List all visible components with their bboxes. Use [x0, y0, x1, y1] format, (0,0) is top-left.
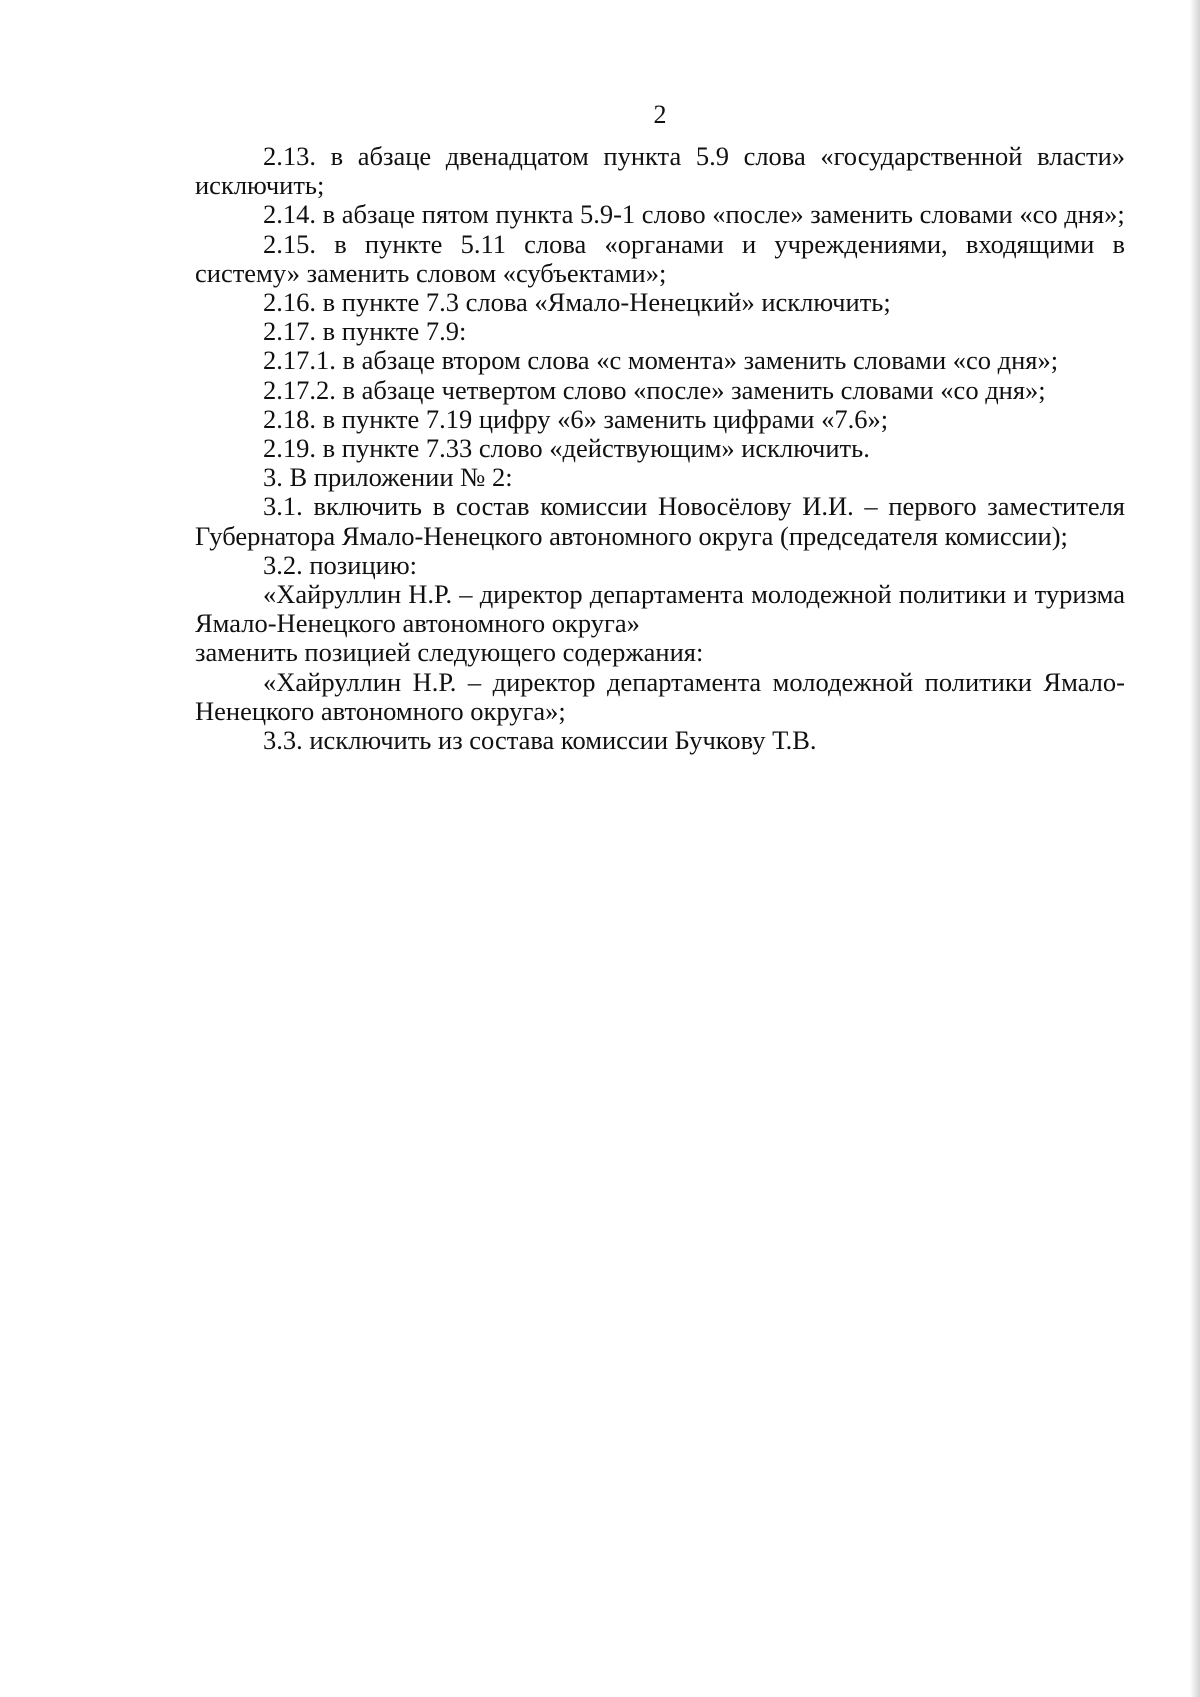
paragraph-3: 3. В приложении № 2:	[263, 462, 513, 493]
paragraph-2-19: 2.19. в пункте 7.33 слово «действующим» исключить.	[263, 433, 870, 464]
paragraph-2-18: 2.18. в пункте 7.19 цифру «6» заменить цифрами «7.6»;	[263, 403, 889, 434]
paragraph-3-3: 3.3. исключить из состава комиссии Бучкову Т.В.	[263, 725, 817, 756]
paragraph-2-17-2: 2.17.2. в абзаце четвертом слово «после» заменить словами «со дня»;	[263, 374, 1046, 405]
page-edge-shadow	[1190, 0, 1200, 1697]
paragraph-position-old: «Хайруллин Н.Р. – директор департамента молодежной политики и туризма Ямало-Ненецкого автономного округа»	[195, 579, 1125, 639]
paragraph-2-15: 2.15. в пункте 5.11 слова «органами и учреждениями, входящими в систему» заменить словом «субъектами»;	[195, 228, 1125, 288]
paragraph-2-17: 2.17. в пункте 7.9:	[263, 316, 467, 347]
paragraph-3-2: 3.2. позицию:	[263, 549, 417, 580]
paragraph-3-1: 3.1. включить в состав комиссии Новосёлову И.И. – первого заместителя Губернатора Ямало-Ненецкого автономного округа (председателя комиссии);	[195, 491, 1125, 551]
document-body	[195, 142, 1125, 755]
paragraph-2-16: 2.16. в пункте 7.3 слова «Ямало-Ненецкий» исключить;	[263, 287, 891, 318]
paragraph-position-new: «Хайруллин Н.Р. – директор департамента молодежной политики Ямало-Ненецкого автономного округа»;	[195, 666, 1125, 726]
paragraph-2-13: 2.13. в абзаце двенадцатом пункта 5.9 слова «государственной власти» исключить;	[195, 141, 1125, 201]
paragraph-2-14: 2.14. в абзаце пятом пункта 5.9-1 слово «после» заменить словами «со дня»;	[263, 199, 1125, 230]
paragraph-2-17-1: 2.17.1. в абзаце втором слова «с момента» заменить словами «со дня»;	[263, 345, 1059, 376]
paragraph-replace-with: заменить позицией следующего содержания:	[195, 637, 704, 668]
page-number: 2	[653, 100, 667, 129]
